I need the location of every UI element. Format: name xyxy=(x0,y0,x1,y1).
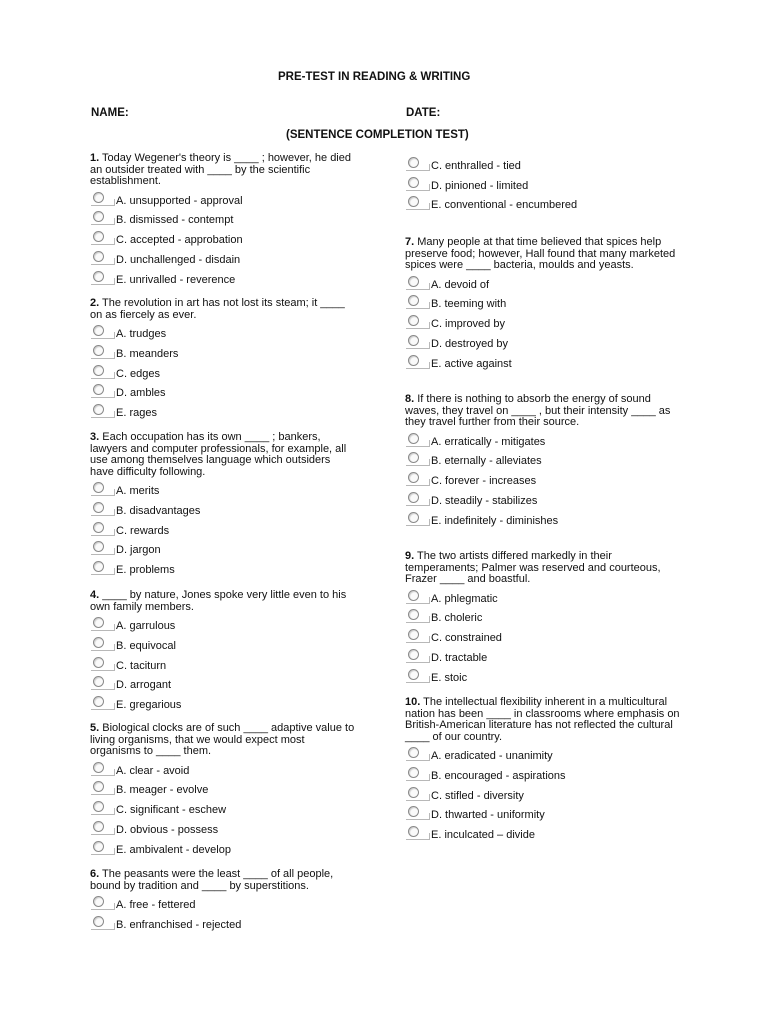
answer-option[interactable] xyxy=(90,482,355,502)
radio-button-icon[interactable] xyxy=(93,541,104,552)
option-label: D. thwarted - uniformity xyxy=(431,809,545,822)
question-8 xyxy=(405,394,680,551)
radio-button-icon[interactable] xyxy=(408,747,419,758)
radio-button-icon[interactable] xyxy=(93,801,104,812)
radio-button-icon[interactable] xyxy=(408,492,419,503)
option-label: B. choleric xyxy=(431,612,483,625)
radio-button-icon[interactable] xyxy=(408,767,419,778)
answer-option[interactable] xyxy=(405,355,680,375)
radio-button-icon[interactable] xyxy=(93,821,104,832)
radio-button-icon[interactable] xyxy=(408,590,419,601)
option-label: D. arrogant xyxy=(116,679,172,692)
question-10 xyxy=(405,697,680,846)
answer-option[interactable] xyxy=(90,781,355,801)
answer-option[interactable] xyxy=(90,211,355,231)
question-number: 3. xyxy=(90,431,100,443)
radio-button-icon[interactable] xyxy=(408,787,419,798)
question-text: Each occupation has its own ____ ; bankers, lawyers and computer professionals, for example, all use among themselves language which outsiders have difficulty following. xyxy=(90,431,347,478)
option-label: A. trudges xyxy=(116,328,167,341)
radio-button-icon[interactable] xyxy=(408,177,419,188)
radio-button-icon[interactable] xyxy=(408,826,419,837)
page-title: PRE-TEST IN READING & WRITING xyxy=(278,71,471,83)
option-label: E. ambivalent - develop xyxy=(116,843,231,856)
question-number: 6. xyxy=(90,868,100,880)
radio-button-icon[interactable] xyxy=(93,617,104,628)
answer-option[interactable] xyxy=(405,433,680,453)
option-label: E. rages xyxy=(116,406,157,419)
answer-option[interactable] xyxy=(90,404,355,424)
answer-option[interactable] xyxy=(90,384,355,404)
radio-button-icon[interactable] xyxy=(408,806,419,817)
answer-option[interactable] xyxy=(405,295,680,315)
question-text: Many people at that time believed that spices help preserve food; however, Hall found that many marketed spices were ____ bacteria, moulds and yeasts. xyxy=(405,236,676,272)
answer-option[interactable] xyxy=(90,762,355,782)
option-label: A. devoid of xyxy=(431,278,490,291)
option-label: E. stoic xyxy=(431,671,468,684)
radio-button-icon[interactable] xyxy=(408,433,419,444)
radio-button-icon[interactable] xyxy=(93,211,104,222)
radio-button-icon[interactable] xyxy=(408,355,419,366)
answer-option[interactable] xyxy=(90,192,355,212)
answer-option[interactable] xyxy=(90,365,355,385)
radio-button-icon[interactable] xyxy=(93,896,104,907)
answer-option[interactable] xyxy=(405,629,680,649)
answer-option[interactable] xyxy=(90,522,355,542)
option-label: D. ambles xyxy=(116,387,166,400)
answer-option[interactable] xyxy=(90,345,355,365)
answer-option[interactable] xyxy=(90,841,355,861)
option-label: B. enfranchised - rejected xyxy=(116,918,242,931)
answer-option[interactable] xyxy=(405,806,680,826)
option-label: E. inculcated – divide xyxy=(431,829,535,842)
radio-button-icon[interactable] xyxy=(93,522,104,533)
radio-button-icon[interactable] xyxy=(93,345,104,356)
radio-button-icon[interactable] xyxy=(93,271,104,282)
radio-button-icon[interactable] xyxy=(408,315,419,326)
date-label: DATE: xyxy=(406,107,441,119)
answer-option[interactable] xyxy=(90,801,355,821)
radio-button-icon[interactable] xyxy=(408,609,419,620)
left-column xyxy=(90,153,355,936)
answer-option[interactable] xyxy=(405,747,680,767)
answer-option[interactable] xyxy=(90,561,355,581)
answer-option[interactable] xyxy=(405,492,680,512)
test-subtitle: (SENTENCE COMPLETION TEST) xyxy=(286,129,469,141)
option-label: B. meager - evolve xyxy=(116,784,209,797)
question-text: ____ by nature, Jones spoke very little even to his own family members. xyxy=(90,589,347,613)
answer-option[interactable] xyxy=(90,657,355,677)
question-number: 1. xyxy=(90,152,100,164)
answer-option[interactable] xyxy=(405,512,680,532)
option-label: B. disadvantages xyxy=(116,505,201,518)
question-2 xyxy=(90,298,355,432)
option-label: B. encouraged - aspirations xyxy=(431,770,566,783)
answer-option[interactable] xyxy=(405,315,680,335)
radio-button-icon[interactable] xyxy=(93,384,104,395)
radio-button-icon[interactable] xyxy=(93,404,104,415)
option-label: C. edges xyxy=(116,367,161,380)
question-number: 8. xyxy=(405,393,415,405)
answer-option[interactable] xyxy=(90,325,355,345)
radio-button-icon[interactable] xyxy=(408,157,419,168)
option-label: C. improved by xyxy=(431,318,505,331)
option-label: C. significant - eschew xyxy=(116,804,227,817)
question-text: Today Wegener's theory is ____ ; however, he died an outsider treated with ____ by the scientific establishment. xyxy=(90,152,351,188)
question-text: The intellectual flexibility inherent in a multicultural nation has been ____ in classrooms where emphasis on British-American literature has not reflected the cultural ____ of our country. xyxy=(405,696,680,743)
right-column xyxy=(405,157,680,846)
question-5 xyxy=(90,723,355,869)
answer-option[interactable] xyxy=(90,617,355,637)
radio-button-icon[interactable] xyxy=(93,841,104,852)
option-label: A. phlegmatic xyxy=(431,592,498,605)
option-label: B. meanders xyxy=(116,347,179,360)
option-label: D. obvious - possess xyxy=(116,823,219,836)
answer-option[interactable] xyxy=(90,637,355,657)
option-label: C. constrained xyxy=(431,632,502,645)
answer-option[interactable] xyxy=(405,609,680,629)
option-label: E. active against xyxy=(431,357,512,370)
radio-button-icon[interactable] xyxy=(408,512,419,523)
radio-button-icon[interactable] xyxy=(93,325,104,336)
radio-button-icon[interactable] xyxy=(93,657,104,668)
question-number: 7. xyxy=(405,236,415,248)
question-1 xyxy=(90,153,355,298)
option-label: C. rewards xyxy=(116,524,170,537)
option-label: B. eternally - alleviates xyxy=(431,455,542,468)
radio-button-icon[interactable] xyxy=(93,916,104,927)
option-label: E. indefinitely - diminishes xyxy=(431,514,559,527)
radio-button-icon[interactable] xyxy=(408,335,419,346)
radio-button-icon[interactable] xyxy=(408,295,419,306)
answer-option[interactable] xyxy=(90,896,355,916)
option-label: B. teeming with xyxy=(431,298,507,311)
answer-option[interactable] xyxy=(90,251,355,271)
option-label: D. steadily - stabilizes xyxy=(431,494,538,507)
radio-button-icon[interactable] xyxy=(408,472,419,483)
answer-option[interactable] xyxy=(90,696,355,716)
name-label: NAME: xyxy=(91,107,129,119)
option-label: A. eradicated - unanimity xyxy=(431,750,553,763)
option-label: A. erratically - mitigates xyxy=(431,435,546,448)
option-label: E. conventional - encumbered xyxy=(431,199,578,212)
radio-button-icon[interactable] xyxy=(408,649,419,660)
question-9 xyxy=(405,551,680,697)
answer-option[interactable] xyxy=(405,452,680,472)
question-number: 2. xyxy=(90,297,100,309)
question-4 xyxy=(90,590,355,723)
radio-button-icon[interactable] xyxy=(93,192,104,203)
radio-button-icon[interactable] xyxy=(408,452,419,463)
radio-button-icon[interactable] xyxy=(93,781,104,792)
answer-option[interactable] xyxy=(405,177,680,197)
question-text: The two artists differed markedly in their temperaments; Palmer was reserved and courteous, Frazer ____ and boastful. xyxy=(405,550,661,586)
question-number: 4. xyxy=(90,589,100,601)
answer-option[interactable] xyxy=(90,916,355,936)
answer-option[interactable] xyxy=(405,472,680,492)
option-label: E. problems xyxy=(116,564,175,577)
question-3 xyxy=(90,432,355,590)
option-label: A. garrulous xyxy=(116,620,176,633)
option-label: A. clear - avoid xyxy=(116,764,190,777)
answer-option[interactable] xyxy=(405,590,680,610)
radio-button-icon[interactable] xyxy=(408,669,419,680)
radio-button-icon[interactable] xyxy=(408,629,419,640)
answer-option[interactable] xyxy=(90,676,355,696)
answer-option[interactable] xyxy=(90,502,355,522)
option-label: B. equivocal xyxy=(116,639,176,652)
option-label: C. taciturn xyxy=(116,659,167,672)
radio-button-icon[interactable] xyxy=(93,231,104,242)
option-label: D. jargon xyxy=(116,544,161,557)
question-text: The revolution in art has not lost its steam; it ____ on as fiercely as ever. xyxy=(90,297,345,321)
answer-option[interactable] xyxy=(90,541,355,561)
radio-button-icon[interactable] xyxy=(93,251,104,262)
option-label: D. tractable xyxy=(431,651,488,664)
question-6-continued xyxy=(405,157,680,237)
question-text: If there is nothing to absorb the energy of sound waves, they travel on ____ , but their intensity ____ as they travel further from their source. xyxy=(405,393,671,429)
option-label: E. gregarious xyxy=(116,698,182,711)
option-label: B. dismissed - contempt xyxy=(116,214,234,227)
answer-option[interactable] xyxy=(90,821,355,841)
option-label: C. accepted - approbation xyxy=(116,234,243,247)
answer-option[interactable] xyxy=(405,767,680,787)
option-label: C. stifled - diversity xyxy=(431,789,524,802)
question-number: 9. xyxy=(405,550,415,562)
option-label: A. free - fettered xyxy=(116,899,196,912)
answer-option[interactable] xyxy=(405,335,680,355)
answer-option[interactable] xyxy=(405,669,680,689)
question-number: 5. xyxy=(90,722,100,734)
option-label: C. forever - increases xyxy=(431,475,537,488)
option-label: A. merits xyxy=(116,485,160,498)
answer-option[interactable] xyxy=(405,649,680,669)
answer-option[interactable] xyxy=(405,157,680,177)
answer-option[interactable] xyxy=(405,787,680,807)
answer-option[interactable] xyxy=(405,276,680,296)
question-7 xyxy=(405,237,680,394)
option-label: A. unsupported - approval xyxy=(116,194,243,207)
answer-option[interactable] xyxy=(90,231,355,251)
question-6 xyxy=(90,869,355,936)
option-label: D. pinioned - limited xyxy=(431,179,529,192)
answer-option[interactable] xyxy=(405,196,680,216)
radio-button-icon[interactable] xyxy=(93,762,104,773)
answer-option[interactable] xyxy=(405,826,680,846)
option-label: D. unchallenged - disdain xyxy=(116,253,241,266)
radio-button-icon[interactable] xyxy=(93,561,104,572)
option-label: C. enthralled - tied xyxy=(431,160,521,172)
question-text: Biological clocks are of such ____ adaptive value to living organisms, that we would expect most organisms to ____ them. xyxy=(90,722,355,758)
radio-button-icon[interactable] xyxy=(93,502,104,513)
radio-button-icon[interactable] xyxy=(93,696,104,707)
radio-button-icon[interactable] xyxy=(93,365,104,376)
option-label: E. unrivalled - reverence xyxy=(116,273,236,286)
question-text: The peasants were the least ____ of all people, bound by tradition and ____ by superstitions. xyxy=(90,868,334,892)
answer-option[interactable] xyxy=(90,271,355,291)
radio-button-icon[interactable] xyxy=(408,276,419,287)
radio-button-icon[interactable] xyxy=(93,637,104,648)
question-number: 10. xyxy=(405,696,421,708)
radio-button-icon[interactable] xyxy=(408,196,419,207)
option-label: D. destroyed by xyxy=(431,337,509,350)
radio-button-icon[interactable] xyxy=(93,482,104,493)
radio-button-icon[interactable] xyxy=(93,676,104,687)
